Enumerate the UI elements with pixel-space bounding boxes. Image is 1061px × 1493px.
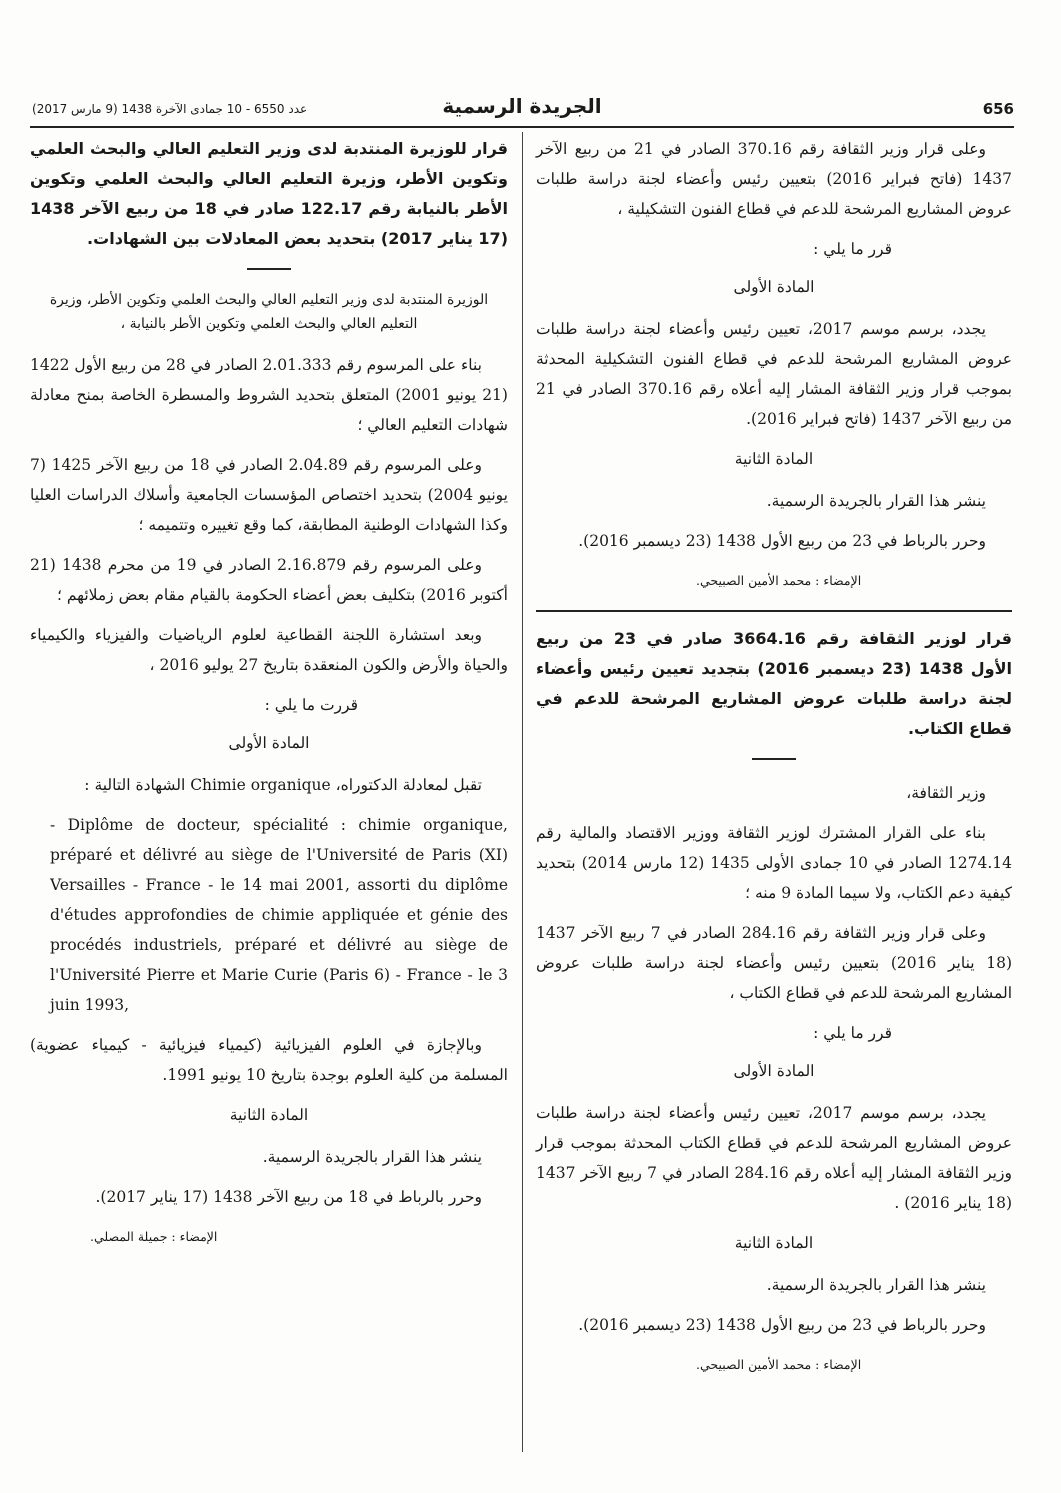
paragraph-2: وعلى المرسوم رقم 2.04.89 الصادر في 18 من ربيع الآخر 1425 (7 يونيو 2004) بتحديد اختصاص المؤسسات الجامعية وأسلاك الدراسات العليا وكذا الشهادات الوطنية المطابقة، كما وقع تغييره وتتميمه ؛ [30, 456, 508, 534]
paragraph-3: وعلى المرسوم رقم 2.16.879 الصادر في 19 من محرم 1438 (21 أكتوبر 2016) بتكليف بعض أعضاء الحكومة بالقيام مقام بعض زملائهم ؛ [30, 556, 508, 604]
paragraph-1: بناء على القرار المشترك لوزير الثقافة ووزير الاقتصاد والمالية رقم 1274.14 الصادر في 10 جمادى الأولى 1435 (12 مارس 2014) بتحديد كيفية دعم الكتاب، ولا سيما المادة 9 منه ؛ [536, 824, 1012, 902]
intro-paragraph: وعلى قرار وزير الثقافة رقم 370.16 الصادر في 21 من ربيع الآخر 1437 (فاتح فبراير 2016) بتعيين رئيس وأعضاء لجنة دراسة طلبات عروض المشاريع المرشحة للدعم في قطاع الفنون التشكيلية ، [536, 140, 1012, 218]
page-header [30, 94, 1014, 128]
signature: الإمضاء : جميلة المصلي. [90, 1229, 218, 1244]
article-2-text: ينشر هذا القرار بالجريدة الرسمية. [262, 1148, 482, 1166]
signature: الإمضاء : محمد الأمين الصبيحي. [696, 573, 862, 588]
paragraph-4: وبعد استشارة اللجنة القطاعية لعلوم الرياضيات والفيزياء والكيمياء والحياة والأرض والكون المنعقدة بتاريخ 27 يوليو 2016 ، [30, 626, 508, 674]
decree-title: قرار للوزيرة المنتدبة لدى وزير التعليم العالي والبحث العلمي وتكوين الأطر، وزيرة التعليم العالي والبحث العلمي وتكوين الأطر بالنيابة رقم 122.17 صادر في 18 من ربيع الآخر 1438 (17 يناير 2017) بتحديد بعض المعادلات بين الشهادات. [30, 139, 509, 248]
article-2-title-b: المادة الثانية [734, 1234, 814, 1252]
done-at: وحرر بالرباط في 18 من ربيع الآخر 1438 (17 يناير 2017). [95, 1188, 482, 1206]
left-column [30, 134, 508, 1262]
issue-info: عدد 6550 - 10 جمادى الآخرة 1438 (9 مارس 2017) [32, 102, 308, 116]
signature-b: الإمضاء : محمد الأمين الصبيحي. [696, 1357, 862, 1372]
article-2-text-b: ينشر هذا القرار بالجريدة الرسمية. [766, 1276, 986, 1294]
paragraph-2: وعلى قرار وزير الثقافة رقم 284.16 الصادر في 7 ربيع الآخر 1437 (18 يناير 2016) بتعيين رئيس وأعضاء لجنة دراسة طلبات عروض المشاريع المرشحة للدعم في قطاع الكتاب ، [536, 924, 1012, 1002]
section-divider [536, 610, 1012, 612]
article-1-title: المادة الأولى [733, 278, 815, 296]
minister-label: وزير الثقافة، [906, 784, 986, 802]
decided-label: قررت ما يلي : [264, 696, 358, 714]
right-column [536, 134, 1012, 1390]
article-1-text: تقبل لمعادلة الدكتوراه، Chimie organique الشهادة التالية : [84, 776, 482, 794]
article-2-text: ينشر هذا القرار بالجريدة الرسمية. [766, 492, 986, 510]
done-at: وحرر بالرباط في 23 من ربيع الأول 1438 (23 ديسمبر 2016). [578, 532, 986, 550]
authority: الوزيرة المنتدبة لدى وزير التعليم العالي والبحث العلمي وتكوين الأطر، وزيرة التعليم العالي والبحث العلمي وتكوين الأطر بالنيابة ، [49, 292, 489, 332]
page-number: 656 [982, 100, 1014, 118]
column-divider [522, 132, 523, 1452]
article-2-title: المادة الثانية [229, 1106, 309, 1124]
paragraph-1: بناء على المرسوم رقم 2.01.333 الصادر في 28 من ربيع الأول 1422 (21 يونيو 2001) المتعلق بتحديد الشروط والمسطرة الخاصة بمنح معادلة شهادات التعليم العالي ؛ [30, 356, 508, 434]
article-1-text-b: يجدد، برسم موسم 2017، تعيين رئيس وأعضاء لجنة دراسة طلبات عروض المشاريع المرشحة للدعم في قطاع الكتاب المحدثة بموجب قرار وزير الثقافة المشار إليه أعلاه رقم 284.16 الصادر في 7 ربيع الآخر 1437 (18 يناير 2016) . [536, 1104, 1012, 1212]
journal-title: الجريدة الرسمية [442, 94, 602, 118]
decided-label: قرر ما يلي : [813, 240, 892, 258]
article-1-title-b: المادة الأولى [733, 1062, 815, 1080]
short-divider [247, 268, 291, 270]
short-divider [752, 758, 796, 760]
article-2-title: المادة الثانية [734, 450, 814, 468]
decided-label-2: قرر ما يلي : [813, 1024, 892, 1042]
article-1-text: يجدد، برسم موسم 2017، تعيين رئيس وأعضاء لجنة دراسة طلبات عروض المشاريع المرشحة للدعم في قطاع الفنون التشكيلية المحدثة بموجب قرار وزير الثقافة المشار إليه أعلاه رقم 370.16 الصادر في 21 من ربيع الآخر 1437 (فاتح فبراير 2016). [536, 320, 1012, 428]
done-at-b: وحرر بالرباط في 23 من ربيع الأول 1438 (23 ديسمبر 2016). [578, 1316, 986, 1334]
licence-text: وبالإجازة في العلوم الفيزيائية (كيمياء فيزيائية - كيمياء عضوية) المسلمة من كلية العلوم بوجدة بتاريخ 10 يونيو 1991. [30, 1036, 508, 1084]
article-1-title: المادة الأولى [228, 734, 310, 752]
diploma-description: - Diplôme de docteur, spécialité : chimie organique, préparé et délivré au siège de l'Université de Paris (XI) Versailles - France - le 14 mai 2001, assorti du diplôme d'études approfondies de chimie appliquée et génie des procédés industriels, préparé et délivré au siège de l'Université Pierre et Marie Curie (Paris 6) - France - le 3 juin 1993, [50, 816, 508, 1014]
decree-2-title: قرار لوزير الثقافة رقم 3664.16 صادر في 23 من ربيع الأول 1438 (23 ديسمبر 2016) بتجديد تعيين رئيس وأعضاء لجنة دراسة طلبات عروض المشاريع المرشحة للدعم في قطاع الكتاب. [536, 629, 1013, 738]
